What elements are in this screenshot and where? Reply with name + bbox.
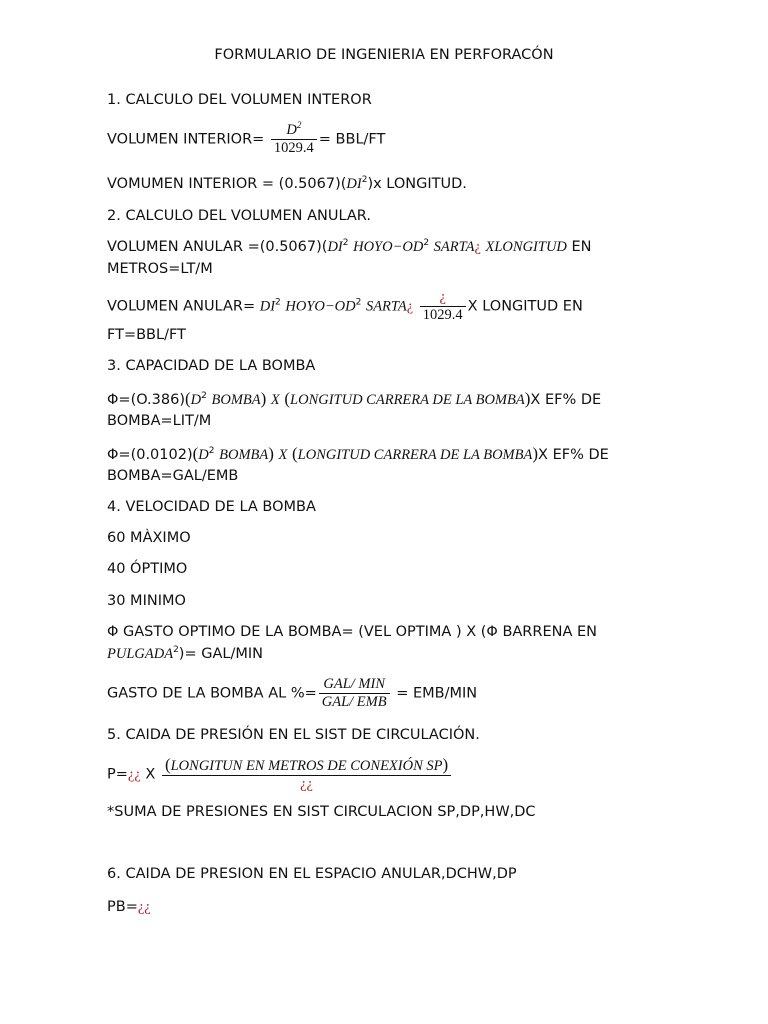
fraction [319, 676, 390, 711]
formula-continuation: METROS=LT/M [107, 261, 213, 277]
section-2-heading: 2. CALCULO DEL VOLUMEN ANULAR. [107, 208, 371, 224]
gasto-bomba-formula [107, 676, 618, 711]
unknown-glyph: ¿¿ [137, 899, 151, 915]
unknown-glyph: ¿¿ [127, 766, 141, 783]
variable: SARTA [433, 239, 475, 255]
section-1-heading: 1. CALCULO DEL VOLUMEN INTEROR [107, 92, 372, 108]
variable: HOYO−OD [353, 239, 424, 255]
formula-continuation: BOMBA=GAL/EMB [107, 468, 239, 484]
section-6-heading: 6. CAIDA DE PRESION EN EL ESPACIO ANULAR,DCHW,DP [107, 866, 517, 882]
variable: BOMBA [211, 392, 261, 408]
formula-result: = BBL/FT [318, 131, 386, 148]
exponent: 2 [275, 297, 281, 308]
volumen-anular-formula-2 [107, 289, 618, 324]
variable: LONGITUD CARRERA DE LA BOMBA [297, 447, 533, 463]
formula-prefix: Φ=(O.386) [107, 392, 185, 408]
denominator: 1029.4 [273, 140, 314, 156]
formula-label: GASTO DE LA BOMBA AL %= [107, 685, 317, 702]
volumen-interior-formula [107, 122, 618, 157]
variable: HOYO−OD [285, 298, 356, 315]
section-5-heading: 5. CAIDA DE PRESIÓN EN EL SIST DE CIRCULACIÓN. [107, 727, 480, 743]
variable: DI [346, 176, 362, 192]
variable: BOMBA [219, 447, 269, 463]
formula-label: VOLUMEN ANULAR= [107, 298, 256, 315]
formula-label: P= [107, 766, 128, 783]
numerator: D [286, 122, 297, 138]
vomumen-interior-formula [107, 173, 618, 195]
section-4-heading: 4. VELOCIDAD DE LA BOMBA [107, 499, 316, 515]
variable: PULGADA [107, 646, 174, 662]
variable: SARTA [365, 298, 407, 315]
operator: X [145, 766, 156, 783]
suma-presiones-note: *SUMA DE PRESIONES EN SIST CIRCULACION SP,DP,HW,DC [107, 804, 536, 820]
formula-suffix: EN [571, 239, 592, 255]
gasto-optimo-formula: Φ GASTO OPTIMO DE LA BOMBA= (VEL OPTIMA ) X (Φ BARRENA EN [107, 624, 598, 640]
velocity-min: 30 MINIMO [107, 593, 186, 609]
exponent: 2 [173, 645, 179, 655]
gasto-optimo-continuation [107, 643, 618, 665]
numerator: ¿ [420, 289, 466, 307]
capacidad-formula-1: $\Phi=(O.386)(D^2$ BOMBA) X (LONGITUD CARRERA DE LA BOMBA)X EF% DE [107, 389, 602, 408]
exponent: 2 [201, 391, 207, 401]
presion-formula [107, 756, 618, 793]
formula-suffix: X EF% DE [530, 392, 602, 408]
fraction [271, 122, 317, 157]
page-title: FORMULARIO DE INGENIERIA EN PERFORACÓN [214, 47, 554, 63]
formula-prefix: VOLUMEN ANULAR =(0.5067)( [107, 239, 328, 255]
denominator: ¿¿ [300, 776, 313, 792]
formula-label: PB= [107, 899, 138, 915]
numerator-text: LONGITUN EN METROS DE CONEXIÓN SP [170, 758, 443, 774]
unknown-glyph: ¿ [406, 298, 414, 315]
denominator: 1029.4 [422, 307, 463, 323]
exponent: 2 [355, 297, 362, 308]
exponent: 2 [423, 238, 430, 248]
variable: DI [259, 298, 276, 315]
formula-continuation: BOMBA=LIT/M [107, 413, 212, 429]
formula-continuation: FT=BBL/FT [107, 327, 186, 343]
variable: D [190, 392, 202, 408]
formula-label: VOLUMEN INTERIOR= [107, 131, 265, 148]
operator: X [278, 447, 288, 463]
denominator: GAL/ EMB [321, 694, 387, 710]
velocity-opt: 40 ÓPTIMO [107, 561, 188, 577]
variable: D [198, 447, 209, 463]
volumen-anular-formula-1 [107, 236, 618, 258]
formula-suffix: = EMB/MIN [396, 685, 478, 702]
capacidad-formula-2: $\Phi=(0.0102)(D^2$ BOMBA) X (LONGITUD CARRERA DE LA BOMBA)X EF% DE [107, 444, 609, 463]
exponent: 2 [361, 175, 368, 185]
formula-suffix: X EF% DE [538, 447, 609, 463]
formula-suffix: )= GAL/MIN [178, 646, 263, 662]
formula-prefix: VOMUMEN INTERIOR = (0.5067)( [107, 176, 347, 192]
velocity-max: 60 MÀXIMO [107, 530, 191, 546]
formula-suffix: )x LONGITUD. [367, 176, 467, 192]
section-3-heading: 3. CAPACIDAD DE LA BOMBA [107, 358, 316, 374]
numerator: GAL/ MIN [319, 676, 390, 694]
unknown-glyph: ¿ [474, 239, 481, 255]
formula-suffix: X LONGITUD EN [467, 298, 583, 315]
variable: DI [327, 239, 343, 255]
exponent: 2 [296, 120, 302, 130]
formula-prefix: Φ=(0.0102) [107, 447, 193, 463]
fraction [420, 289, 466, 324]
variable: LONGITUD CARRERA DE LA BOMBA [290, 392, 525, 408]
fraction [162, 756, 451, 793]
variable: XLONGITUD [485, 239, 567, 255]
numerator: (LONGITUN EN METROS DE CONEXIÓN SP) [162, 756, 451, 776]
exponent: 2 [342, 238, 349, 248]
pb-formula [107, 896, 618, 918]
exponent: 2 [208, 446, 215, 456]
operator: X [270, 392, 280, 408]
